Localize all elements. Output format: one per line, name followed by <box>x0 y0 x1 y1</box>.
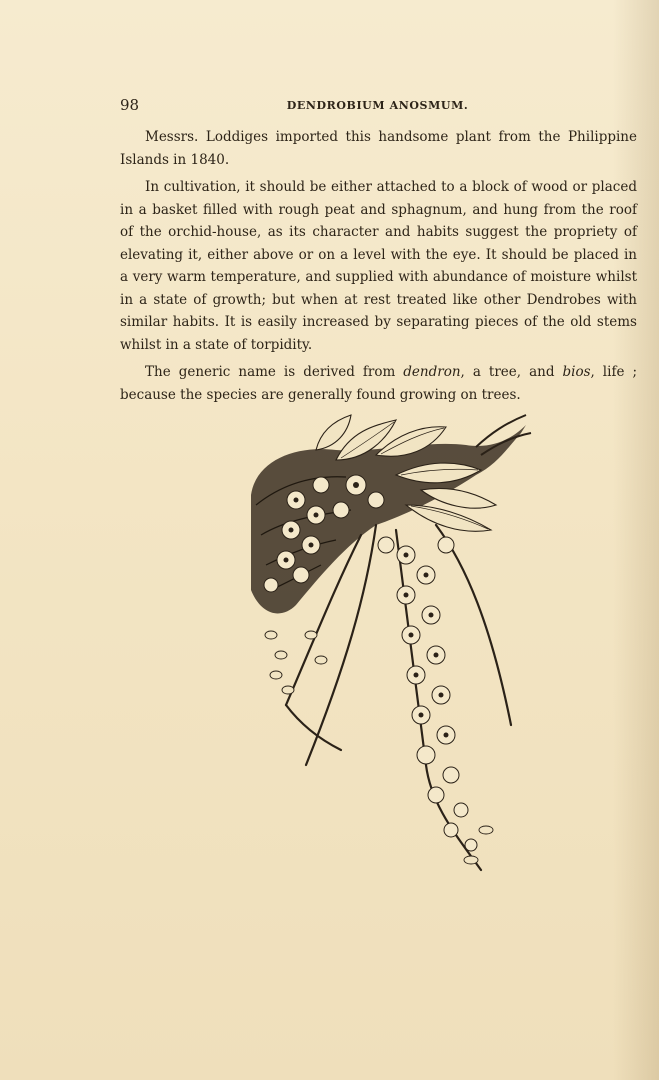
paragraph-3-text-a: The generic name is derived from <box>145 364 404 380</box>
page-number: 98 <box>120 96 140 114</box>
flower-cluster-hanging <box>397 546 477 851</box>
running-head: DENDROBIUM ANOSMUM. <box>286 98 469 112</box>
paragraph-2: In cultivation, it should be either attached to a block of wood or placed in a basket filled with rough peat and sphagnum, and hung from the roof of the orchid-house, as its character and habits suggest the propriety of elevating it, either above or on a level with the eye. It should be placed in a very warm temperature, and supplied with abundance of moisture whilst in a state of growth; but when at rest treated like other Dendrobes with similar habits. It is easily increased by separating pieces of the old stems whilst in a state of torpidity. <box>120 179 637 353</box>
paragraph-3-italic-bios: bios <box>562 364 591 380</box>
page-header <box>120 96 635 114</box>
paragraph-1: Messrs. Loddiges imported this handsome plant from the Philippine Islands in 1840. <box>120 129 637 168</box>
paragraph-3-italic-dendron: dendron <box>403 364 461 380</box>
paragraph-3 <box>120 361 637 406</box>
paragraph-3-text-b: , a tree, and <box>460 364 563 380</box>
orchid-illustration <box>226 405 536 885</box>
body-text <box>120 126 637 411</box>
leaf <box>406 505 491 531</box>
paragraph-3-text-c: , life ; because the species are generally found growing on trees. <box>120 364 637 403</box>
